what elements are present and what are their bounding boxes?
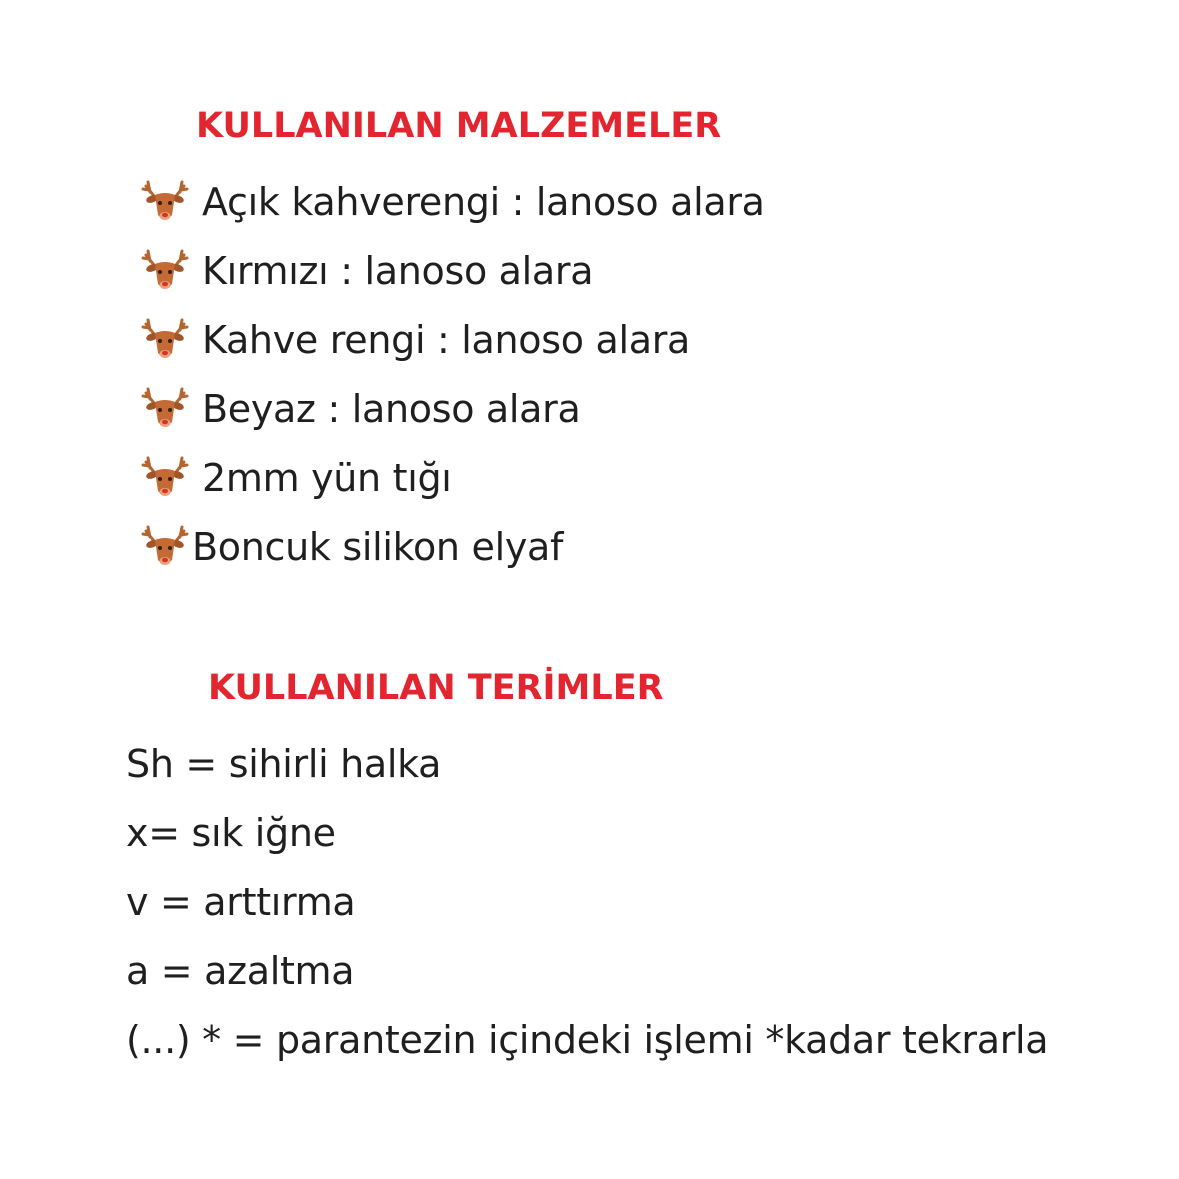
materials-heading: KULLANILAN MALZEMELER <box>196 106 722 146</box>
list-item <box>140 310 690 370</box>
term-item: v = arttırma <box>126 880 356 924</box>
material-text: Beyaz : lanoso alara <box>202 387 581 431</box>
deer-face-icon <box>140 246 190 296</box>
term-item: Sh = sihirli halka <box>126 742 442 786</box>
list-item <box>140 517 563 577</box>
material-text: 2mm yün tığı <box>202 456 452 500</box>
material-text: Açık kahverengi : lanoso alara <box>202 180 765 224</box>
material-text: Kırmızı : lanoso alara <box>202 249 594 293</box>
deer-face-icon <box>140 522 190 572</box>
deer-face-icon <box>140 453 190 503</box>
terms-heading: KULLANILAN TERİMLER <box>208 668 664 708</box>
material-text: Boncuk silikon elyaf <box>192 525 564 569</box>
material-text: Kahve rengi : lanoso alara <box>202 318 691 362</box>
term-item: x= sık iğne <box>126 811 336 855</box>
list-item <box>140 379 580 439</box>
deer-face-icon <box>140 177 190 227</box>
deer-face-icon <box>140 315 190 365</box>
list-item <box>140 448 452 508</box>
term-item: (...) * = parantezin içindeki işlemi *kadar tekrarla <box>126 1018 1049 1062</box>
list-item <box>140 172 765 232</box>
term-item: a = azaltma <box>126 949 355 993</box>
deer-face-icon <box>140 384 190 434</box>
list-item <box>140 241 593 301</box>
